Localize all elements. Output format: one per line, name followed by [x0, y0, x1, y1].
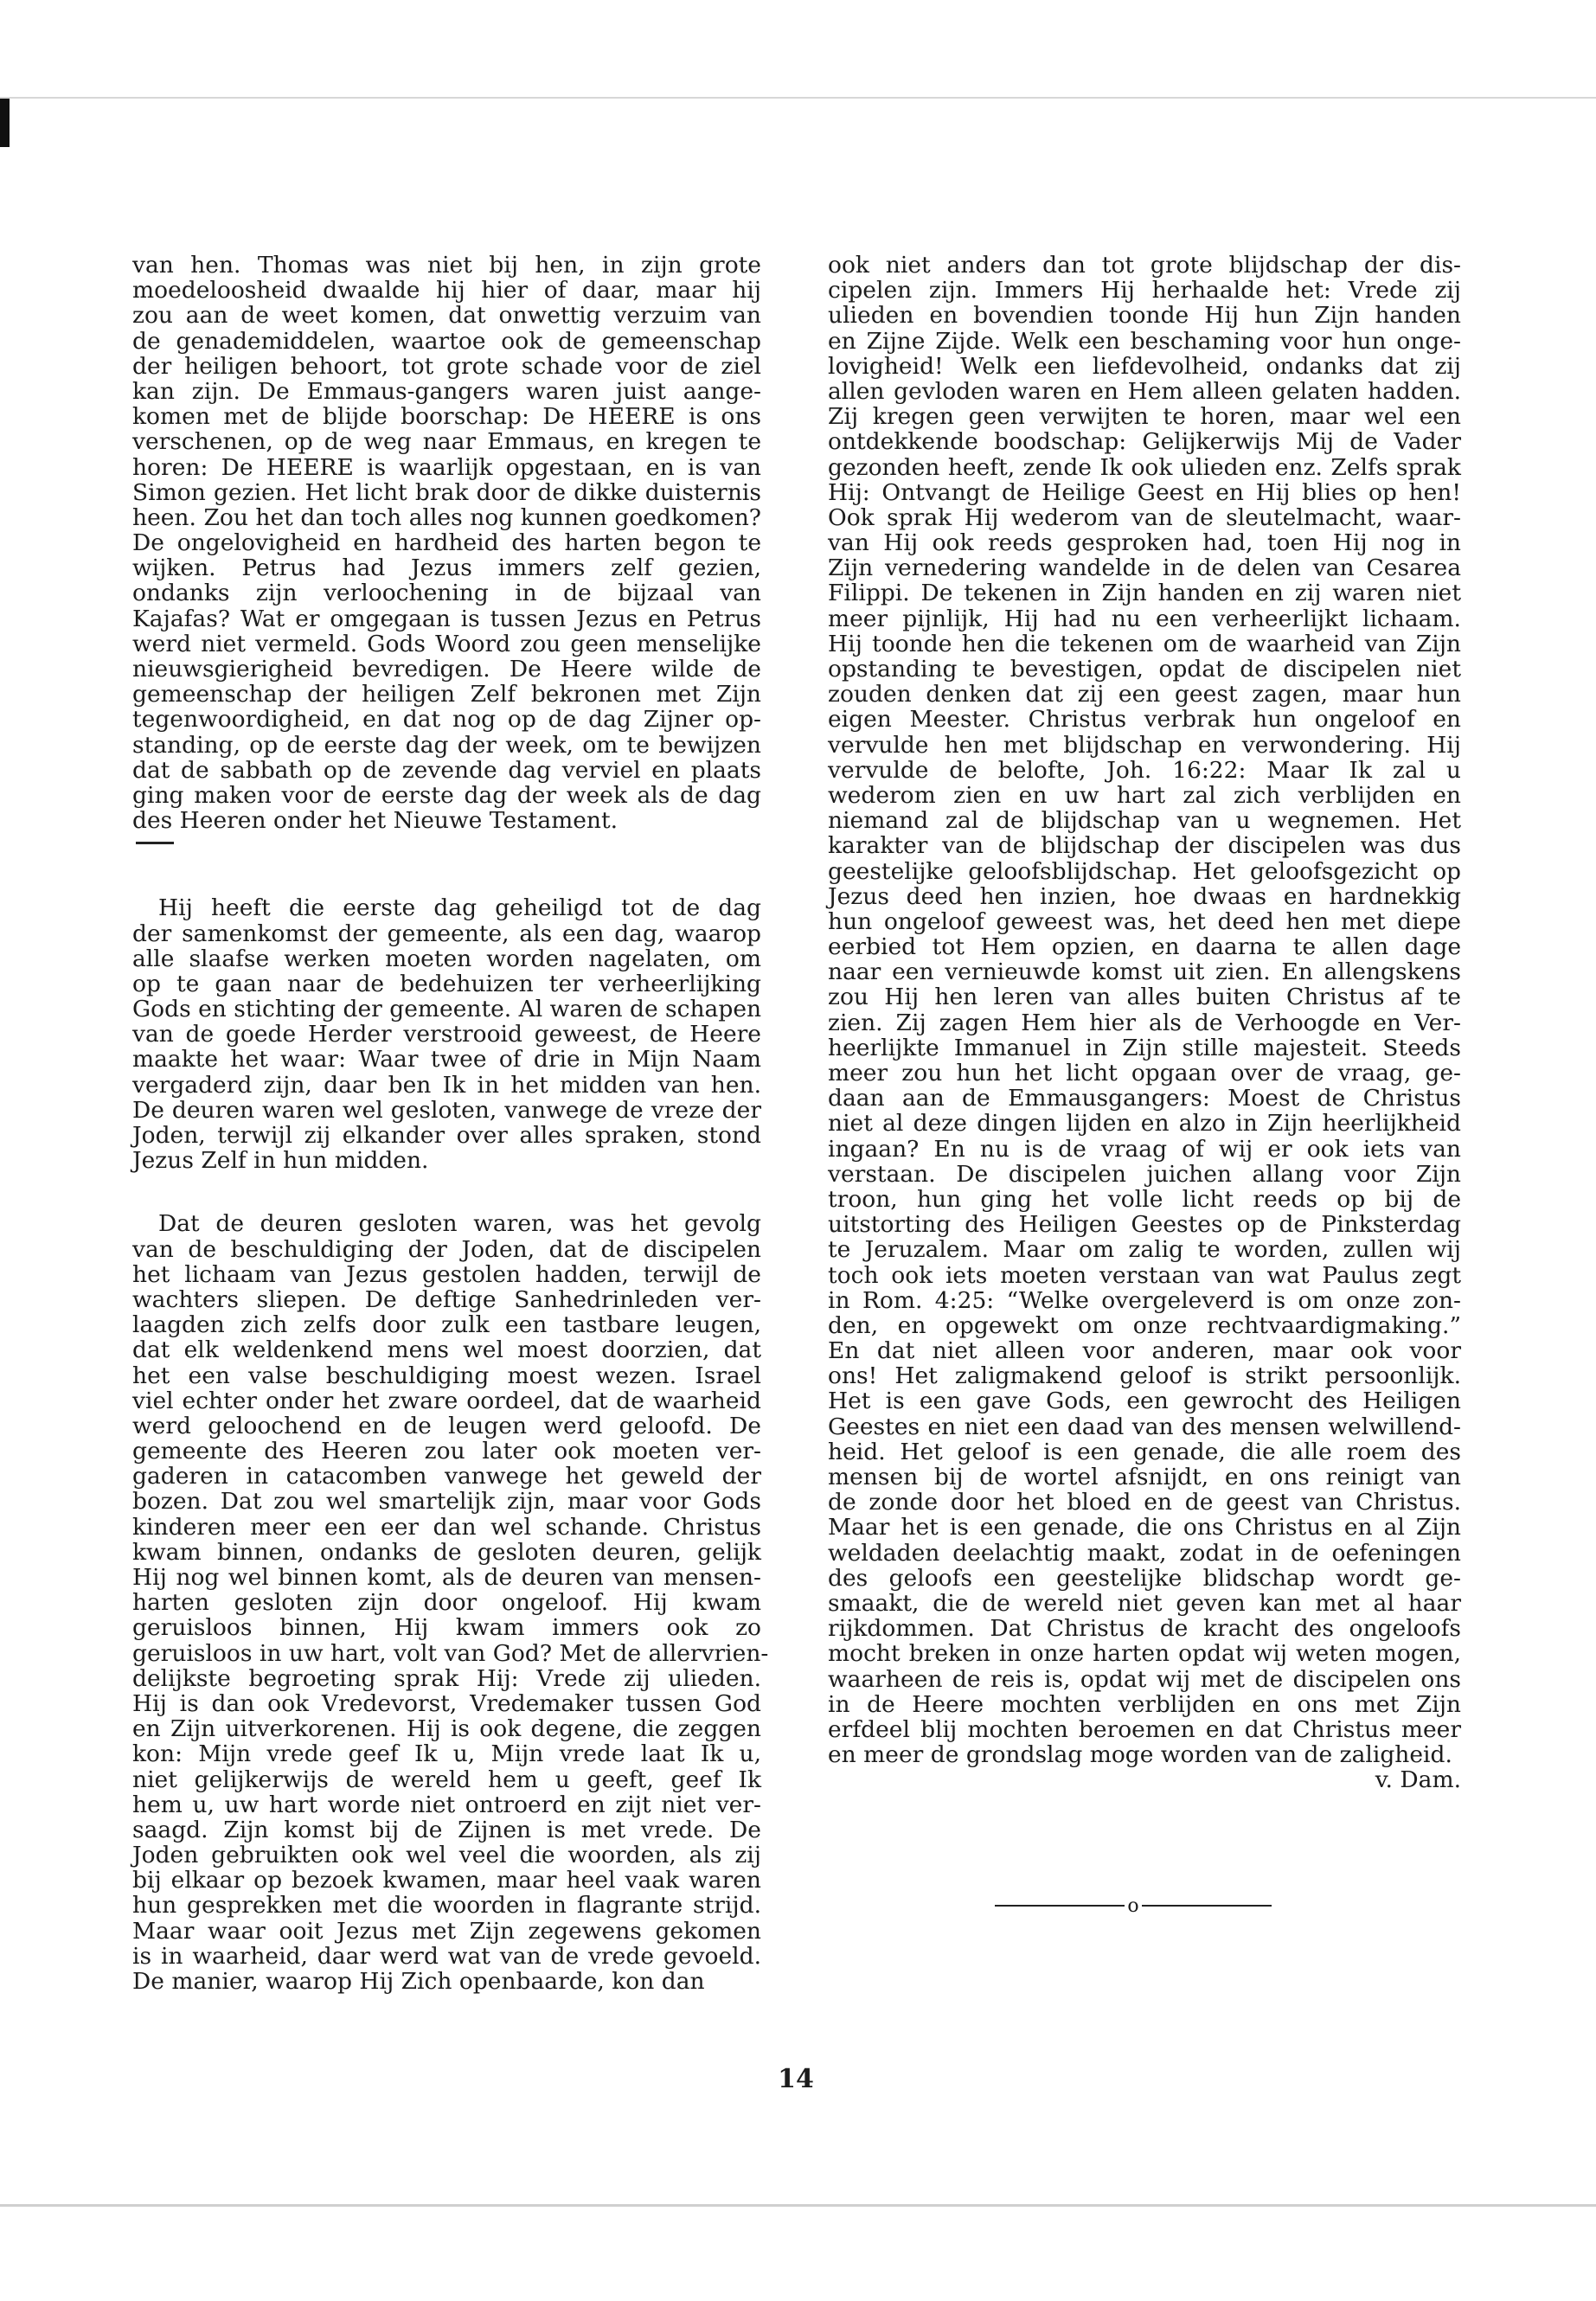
text-line: van hen. Thomas was niet bij hen, in zijn grote — [132, 252, 761, 279]
text-line: heen. Zou het dan toch alles nog kunnen goedkomen? — [132, 503, 761, 531]
text-line: weldaden deelachtig maakt, zodat in de oefeningen — [828, 1539, 1461, 1567]
text-line: op te gaan naar de bedehuizen ter verheerlijking — [132, 970, 761, 997]
text-line: geruisloos in uw hart, volt van God? Met de allervrien- — [132, 1639, 769, 1667]
text-line: geruisloos binnen, Hij kwam immers ook zo — [132, 1614, 761, 1642]
text-line: bozen. Dat zou wel smartelijk zijn, maar voor Gods — [132, 1488, 761, 1516]
page-number: 14 — [778, 2064, 814, 2094]
text-line: ook niet anders dan tot grote blijdschap der dis- — [828, 252, 1461, 279]
text-line: karakter van de blijdschap der discipelen was dus — [828, 832, 1461, 860]
text-line: wederom zien en uw hart zal zich verblijden en — [828, 781, 1461, 809]
text-line: geestelijke geloofsblijdschap. Het geloofsgezicht op — [828, 857, 1461, 885]
text-line: der heiligen behoort, tot grote schade voor de ziel — [132, 352, 761, 380]
text-line: vervulde hen met blijdschap en verwondering. Hij — [828, 731, 1461, 759]
text-line: van de beschuldiging der Joden, dat de discipelen — [132, 1235, 761, 1263]
text-line: niet gelijkerwijs de wereld hem u geeft, geef Ik — [132, 1766, 761, 1793]
text-line: zien. Zij zagen Hem hier als de Verhoogde en Ver- — [828, 1009, 1461, 1036]
text-line: Filippi. De tekenen in Zijn handen en zij waren niet — [828, 580, 1461, 607]
text-line: ingaan? En nu is de vraag of wij er ook iets van — [828, 1135, 1461, 1163]
text-line: Kajafas? Wat er omgegaan is tussen Jezus en Petrus — [132, 605, 761, 632]
text-line: hun gesprekken met die woorden in flagrante strijd. — [132, 1892, 761, 1920]
text-line: ging maken voor de eerste dag der week als de dag — [132, 781, 761, 809]
text-line: werd geloochend en de leugen werd geloofd. De — [132, 1412, 761, 1439]
text-line: uitstorting des Heiligen Geestes op de Pinksterdag — [828, 1211, 1461, 1239]
text-line: Hij heeft die eerste dag geheiligd tot de dag — [158, 894, 761, 922]
section-separator — [995, 1893, 1272, 1919]
text-line: in de Heere mochten verblijden en ons met Zijn — [828, 1690, 1461, 1718]
text-line: ontdekkende boodschap: Gelijkerwijs Mij de Vader — [828, 428, 1461, 456]
text-line: Maar waar ooit Jezus met Zijn zegewens gekomen — [132, 1917, 761, 1945]
text-line: gemeenschap der heiligen Zelf bekronen met Zijn — [132, 681, 761, 708]
text-line: kan zijn. De Emmaus-gangers waren juist aange- — [132, 377, 761, 405]
text-line: vergaderd zijn, daar ben Ik in het midden van hen. — [132, 1071, 761, 1099]
text-line: en meer de grondslag moge worden van de zaligheid. — [828, 1741, 1452, 1769]
text-line: mensen bij de wortel afsnijdt, en ons reinigt van — [828, 1464, 1461, 1490]
text-line: der samenkomst der gemeente, als een dag, waarop — [132, 920, 761, 947]
text-line: Zijn vernedering wandelde in de delen van Cesarea — [828, 554, 1461, 582]
text-line: Hij nog wel binnen komt, als de deuren van mensen- — [132, 1564, 761, 1591]
text-line: te Jeruzalem. Maar om zalig te worden, zullen wij — [828, 1236, 1461, 1264]
text-line: viel echter onder het zware oordeel, dat de waarheid — [132, 1387, 761, 1414]
top-rule — [0, 97, 1596, 99]
text-line: waarheen de reis is, opdat wij met de discipelen ons — [828, 1665, 1461, 1693]
text-line: zou Hij hen leren van alles buiten Christus af te — [828, 984, 1461, 1011]
text-line: Maar het is een genade, die ons Christus en al Zijn — [828, 1514, 1461, 1541]
text-line: heerlijkte Immanuel in Zijn stille majesteit. Steeds — [828, 1034, 1461, 1061]
text-line: wijken. Petrus had Jezus immers zelf gezien, — [132, 554, 761, 582]
text-line: harten gesloten zijn door ongeloof. Hij kwam — [132, 1589, 761, 1617]
separator-rule-left — [995, 1905, 1125, 1907]
text-line: allen gevloden waren en Hem alleen gelaten hadden. — [828, 377, 1461, 405]
text-line: ons! Het zaligmakend geloof is strikt persoonlijk. — [828, 1362, 1461, 1390]
left-column — [132, 252, 769, 1995]
text-line: bij elkaar op bezoek kwamen, maar heel vaak waren — [132, 1867, 761, 1894]
text-line: hem u, uw hart worde niet ontroerd en zijt niet ver- — [132, 1791, 761, 1818]
text-line: Hij is dan ook Vredevorst, Vredemaker tussen God — [132, 1689, 761, 1717]
text-line: den, en opgewekt om onze rechtvaardigmaking.” — [828, 1311, 1461, 1339]
text-line: verschenen, op de weg naar Emmaus, en kregen te — [132, 428, 761, 456]
text-line: het lichaam van Jezus gestolen hadden, terwijl de — [132, 1260, 761, 1288]
text-line: troon, hun ging het volle licht reeds op bij de — [828, 1185, 1461, 1213]
text-line: gezonden heeft, zende Ik ook ulieden enz. Zelfs sprak — [828, 453, 1461, 481]
text-line: De ongelovigheid en hardheid des harten begon te — [132, 529, 761, 557]
text-line: dat de sabbath op de zevende dag verviel en plaats — [132, 756, 761, 784]
text-line: heid. Het geloof is een genade, die alle roem des — [828, 1438, 1461, 1465]
text-line: van Hij ook reeds gesproken had, toen Hij nog in — [828, 529, 1461, 557]
text-line: tegenwoordigheid, en dat nog op de dag Zijner op- — [132, 706, 761, 734]
text-line: hun ongeloof geweest was, het deed hen met diepe — [828, 907, 1461, 935]
text-line: vervulde de belofte, Joh. 16:22: Maar Ik zal u — [828, 756, 1461, 784]
text-line: standing, op de eerste dag der week, om te bewijzen — [132, 731, 761, 759]
text-line: de zonde door het bloed en de geest van Christus. — [828, 1489, 1461, 1516]
text-line: moedeloosheid dwaalde hij hier of daar, maar hij — [132, 277, 761, 304]
text-line: smaakt, die de wereld niet geven kan met al haar — [828, 1589, 1461, 1617]
text-line: Jezus deed hen inzien, hoe dwaas en hardnekkig — [828, 882, 1461, 910]
text-line: saagd. Zijn komst bij de Zijnen is met vrede. De — [132, 1816, 761, 1843]
text-line: rijkdommen. Dat Christus de kracht des ongeloofs — [828, 1615, 1461, 1643]
text-line: en Zijne Zijde. Welk een beschaming voor hun onge- — [828, 327, 1461, 355]
text-line: kinderen meer een eer dan wel schande. Christus — [132, 1513, 761, 1541]
text-line: eerbied tot Hem opzien, en daarna te allen dage — [828, 933, 1461, 961]
text-line: Gods en stichting der gemeente. Al waren de schapen — [132, 996, 762, 1023]
separator-mark: o — [1127, 1894, 1139, 1917]
text-line: en Zijn uitverkorenen. Hij is ook degene, die zeggen — [132, 1715, 761, 1743]
text-line: laagden zich zelfs door zulk een tastbare leugen, — [132, 1311, 761, 1339]
scan-edge-mark — [0, 99, 10, 147]
text-line: komen met de blijde boorschap: De HEERE is ons — [132, 403, 761, 431]
text-line: niet al deze dingen lijden en alzo in Zijn heerlijkheid — [828, 1110, 1461, 1138]
text-line: ulieden en bovendien toonde Hij hun Zijn handen — [828, 302, 1461, 330]
text-line: erfdeel blij mochten beroemen en dat Christus meer — [828, 1715, 1461, 1743]
text-line: Simon gezien. Het licht brak door de dikke duisternis — [132, 478, 761, 506]
text-line: Geestes en niet een daad van des mensen welwillend- — [828, 1413, 1461, 1440]
text-line: Hij toonde hen die tekenen om de waarheid van Zijn — [828, 630, 1461, 657]
text-line: werd niet vermeld. Gods Woord zou geen menselijke — [132, 630, 761, 657]
text-line: dat elk weldenkend mens wel moest doorzien, dat — [132, 1336, 761, 1364]
text-line: nieuwsgierigheid bevredigen. De Heere wilde de — [132, 656, 761, 683]
right-column — [828, 253, 1461, 1792]
text-line: Het is een gave Gods, een gewrocht des Heiligen — [828, 1388, 1461, 1415]
separator-rule-right — [1142, 1905, 1272, 1907]
text-line: is in waarheid, daar werd wat van de vrede gevoeld. — [132, 1942, 761, 1970]
text-line: horen: De HEERE is waarlijk opgestaan, en is van — [132, 453, 761, 481]
bottom-rule — [0, 2204, 1596, 2207]
text-line: De manier, waarop Hij Zich openbaarde, kon dan — [132, 1968, 705, 1995]
text-line: Dat de deuren gesloten waren, was het gevolg — [158, 1210, 761, 1238]
text-line: niemand zal de blijdschap van u wegnemen. Het — [828, 807, 1461, 835]
text-line: cipelen zijn. Immers Hij herhaalde het: Vrede zij — [828, 277, 1461, 304]
author-signature: v. Dam. — [1375, 1766, 1461, 1794]
text-line: delijkste begroeting sprak Hij: Vrede zij ulieden. — [132, 1664, 761, 1692]
text-line: Joden, terwijl zij elkander over alles spraken, stond — [132, 1122, 761, 1149]
paragraph-gap — [132, 1173, 761, 1211]
section-dash — [132, 833, 761, 857]
text-line: zou aan de weet komen, dat onwettig verzuim van — [132, 302, 761, 330]
text-line: des Heeren onder het Nieuwe Testament. — [132, 807, 619, 835]
paragraph-gap — [132, 857, 761, 895]
text-line: Ook sprak Hij wederom van de sleutelmacht, waar- — [828, 503, 1461, 531]
text-line: gaderen in catacomben vanwege het geweld der — [132, 1463, 761, 1490]
text-line: opstanding te bevestigen, opdat de discipelen niet — [828, 656, 1461, 683]
text-line: kwam binnen, ondanks de gesloten deuren, gelijk — [132, 1538, 761, 1566]
text-line: Hij: Ontvangt de Heilige Geest en Hij blies op hen! — [828, 478, 1461, 506]
text-line: ondanks zijn verloochening in de bijzaal van — [132, 580, 761, 607]
text-line: het een valse beschuldiging moest wezen. Israel — [132, 1362, 761, 1389]
text-line: maakte het waar: Waar twee of drie in Mijn Naam — [132, 1046, 761, 1074]
text-line: daan aan de Emmausgangers: Moest de Christus — [828, 1085, 1461, 1112]
text-line: verstaan. De discipelen juichen allang voor Zijn — [828, 1160, 1461, 1188]
text-line: meer zou hun het licht opgaan over de vraag, ge- — [828, 1060, 1461, 1086]
text-line: De deuren waren wel gesloten, vanwege de vreze der — [132, 1096, 761, 1124]
text-line: zouden denken dat zij een geest zagen, maar hun — [828, 681, 1461, 708]
text-line: lovigheid! Welk een liefdevolheid, ondanks dat zij — [828, 352, 1461, 380]
text-line: eigen Meester. Christus verbrak hun ongeloof en — [828, 706, 1461, 734]
text-line: Jezus Zelf in hun midden. — [132, 1147, 429, 1175]
text-line: mocht breken in onze harten opdat wij weten mogen, — [828, 1640, 1461, 1668]
text-line: van de goede Herder verstrooid geweest, de Heere — [132, 1021, 761, 1048]
text-line: Joden gebruikten ook wel veel die woorden, als zij — [132, 1842, 761, 1869]
text-line: in Rom. 4:25: “Welke overgeleverd is om onze zon- — [828, 1286, 1461, 1314]
text-line: alle slaafse werken moeten worden nagelaten, om — [132, 945, 761, 972]
text-line: gemeente des Heeren zou later ook moeten ver- — [132, 1438, 761, 1465]
text-line: toch ook iets moeten verstaan van wat Paulus zegt — [828, 1261, 1461, 1289]
text-line: des geloofs een geestelijke blidschap wordt ge- — [828, 1564, 1461, 1592]
text-line: kon: Mijn vrede geef Ik u, Mijn vrede laat Ik u, — [132, 1740, 761, 1768]
text-line: meer pijnlijk, Hij had nu een verheerlijkt lichaam. — [828, 605, 1461, 632]
text-line: En dat niet alleen voor anderen, maar ook voor — [828, 1337, 1461, 1365]
text-line: de genademiddelen, waartoe ook de gemeenschap — [132, 327, 761, 355]
text-line: wachters sliepen. De deftige Sanhedrinleden ver- — [132, 1285, 761, 1313]
text-line: naar een vernieuwde komst uit zien. En allengskens — [828, 958, 1461, 986]
text-line: Zij kregen geen verwijten te horen, maar wel een — [828, 403, 1461, 431]
